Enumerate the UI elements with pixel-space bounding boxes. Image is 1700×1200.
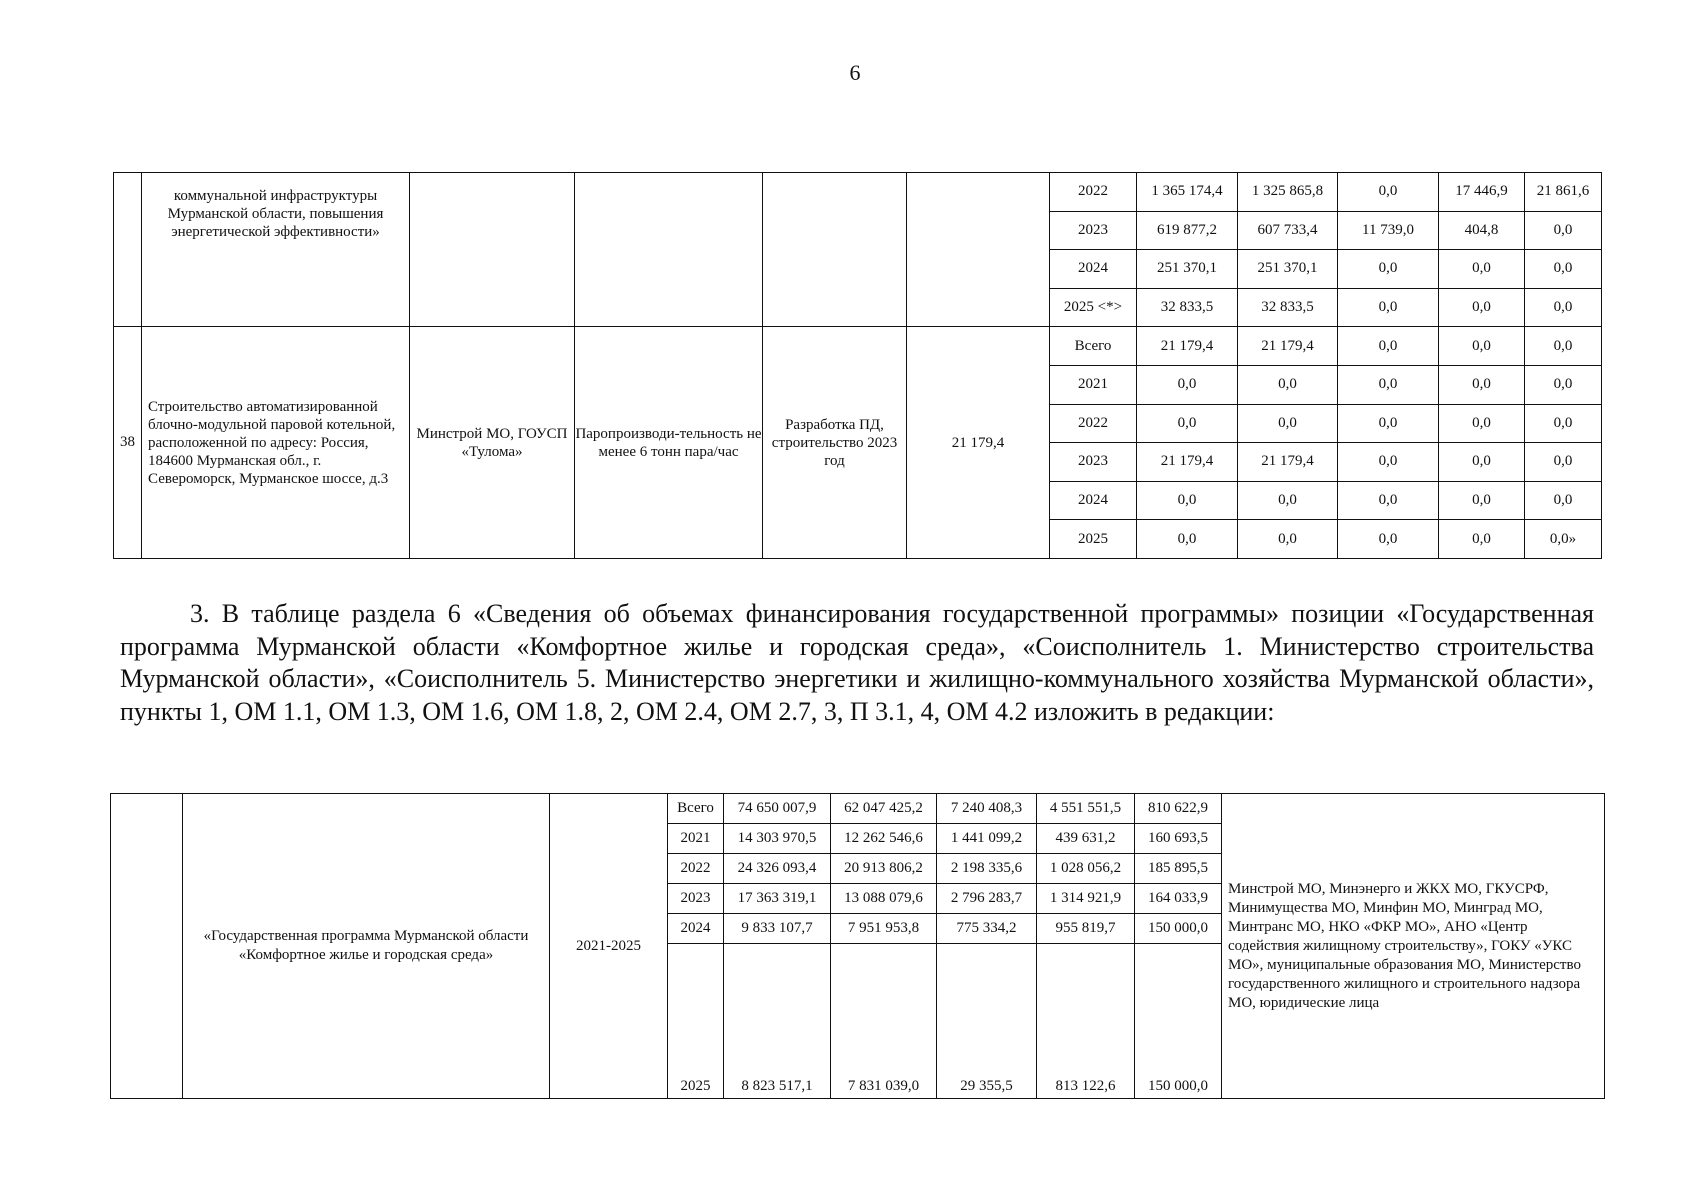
value-cell: 29 355,5	[937, 944, 1037, 1099]
paragraph-3	[120, 598, 1594, 728]
value-cell: 0,0	[1238, 365, 1338, 404]
cost-cell: 21 179,4	[907, 327, 1050, 559]
cell-empty	[111, 794, 183, 1099]
item-number-cell: 38	[114, 327, 142, 559]
value-cell: 0,0	[1525, 250, 1602, 289]
value-cell: 2 198 335,6	[937, 854, 1037, 884]
value-cell: 21 179,4	[1137, 443, 1238, 482]
year-cell: 2023	[668, 884, 724, 914]
value-cell: 1 028 056,2	[1037, 854, 1135, 884]
value-cell: 439 631,2	[1037, 824, 1135, 854]
value-cell: 0,0	[1525, 288, 1602, 327]
project-description-cell: коммунальной инфраструктуры Мурманской области, повышения энергетической эффективности»	[142, 173, 410, 327]
value-cell: 0,0	[1439, 404, 1525, 443]
value-cell: 0,0	[1439, 365, 1525, 404]
value-cell: 810 622,9	[1135, 794, 1222, 824]
cell-empty	[410, 173, 575, 327]
value-cell: 0,0	[1525, 404, 1602, 443]
value-cell: 813 122,6	[1037, 944, 1135, 1099]
value-cell: 0,0	[1439, 481, 1525, 520]
value-cell: 0,0	[1238, 404, 1338, 443]
value-cell: 17 446,9	[1439, 173, 1525, 212]
value-cell: 404,8	[1439, 211, 1525, 250]
value-cell: 955 819,7	[1037, 914, 1135, 944]
value-cell: 0,0	[1525, 443, 1602, 482]
value-cell: 0,0	[1137, 481, 1238, 520]
value-cell: 7 951 953,8	[831, 914, 937, 944]
value-cell: 9 833 107,7	[724, 914, 831, 944]
value-cell: 20 913 806,2	[831, 854, 937, 884]
value-cell: 775 334,2	[937, 914, 1037, 944]
table-row	[111, 794, 1605, 824]
value-cell: 32 833,5	[1137, 288, 1238, 327]
value-cell: 0,0	[1238, 520, 1338, 559]
value-cell: 0,0	[1525, 211, 1602, 250]
value-cell: 0,0	[1525, 481, 1602, 520]
value-cell: 7 240 408,3	[937, 794, 1037, 824]
paragraph-3-text: 3. В таблице раздела 6 «Сведения об объемах финансирования государственной программы» позиции «Государственная программа Мурманской области «Комфортное жилье и городская среда», «Соисполнитель 1. Министерство строительства Мурманской области», «Соисполнитель 5. Министерство энергетики и жилищно-коммунального хозяйства Мурманской области», пункты 1, ОМ 1.1, ОМ 1.3, ОМ 1.6, ОМ 1.8, 2, ОМ 2.4, ОМ 2.7, 3, П 3.1, 4, ОМ 4.2 изложить в редакции:	[120, 599, 1594, 726]
value-cell: 62 047 425,2	[831, 794, 937, 824]
program-name-cell: «Государственная программа Мурманской области «Комфортное жилье и городская среда»	[183, 794, 550, 1099]
value-cell: 150 000,0	[1135, 944, 1222, 1099]
cell-empty	[763, 173, 907, 327]
value-cell: 4 551 551,5	[1037, 794, 1135, 824]
year-cell: 2024	[1050, 481, 1137, 520]
value-cell: 0,0	[1338, 520, 1439, 559]
value-cell: 1 325 865,8	[1238, 173, 1338, 212]
value-cell: 0,0»	[1525, 520, 1602, 559]
year-cell: 2024	[1050, 250, 1137, 289]
value-cell: 0,0	[1137, 365, 1238, 404]
value-cell: 11 739,0	[1338, 211, 1439, 250]
value-cell: 0,0	[1525, 365, 1602, 404]
value-cell: 1 441 099,2	[937, 824, 1037, 854]
value-cell: 0,0	[1338, 250, 1439, 289]
value-cell: 164 033,9	[1135, 884, 1222, 914]
cell-empty	[907, 173, 1050, 327]
value-cell: 0,0	[1439, 520, 1525, 559]
page-number: 6	[849, 60, 861, 85]
value-cell: 21 179,4	[1238, 327, 1338, 366]
year-cell: 2022	[668, 854, 724, 884]
value-cell: 74 650 007,9	[724, 794, 831, 824]
value-cell: 150 000,0	[1135, 914, 1222, 944]
value-cell: 21 861,6	[1525, 173, 1602, 212]
year-cell: 2023	[1050, 443, 1137, 482]
value-cell: 2 796 283,7	[937, 884, 1037, 914]
year-cell: 2025	[1050, 520, 1137, 559]
value-cell: 0,0	[1525, 327, 1602, 366]
value-cell: 0,0	[1338, 365, 1439, 404]
cell-num-empty	[114, 173, 142, 327]
value-cell: 251 370,1	[1137, 250, 1238, 289]
value-cell: 0,0	[1439, 327, 1525, 366]
item-name-cell: Строительство автоматизированной блочно-модульной паровой котельной, расположенной по адресу: Россия, 184600 Мурманская обл., г. Североморск, Мурманское шоссе, д.3	[142, 327, 410, 559]
value-cell: 1 365 174,4	[1137, 173, 1238, 212]
year-cell: 2021	[668, 824, 724, 854]
year-cell: 2023	[1050, 211, 1137, 250]
value-cell: 251 370,1	[1238, 250, 1338, 289]
value-cell: 17 363 319,1	[724, 884, 831, 914]
value-cell: 0,0	[1439, 250, 1525, 289]
value-cell: 21 179,4	[1238, 443, 1338, 482]
value-cell: 0,0	[1439, 443, 1525, 482]
value-cell: 0,0	[1338, 288, 1439, 327]
value-cell: 0,0	[1439, 288, 1525, 327]
value-cell: 21 179,4	[1137, 327, 1238, 366]
stage-cell: Разработка ПД, строительство 2023 год	[763, 327, 907, 559]
financing-table	[110, 793, 1605, 1099]
value-cell: 0,0	[1338, 443, 1439, 482]
value-cell: 7 831 039,0	[831, 944, 937, 1099]
table-row	[114, 327, 1602, 366]
value-cell: 0,0	[1137, 404, 1238, 443]
value-cell: 0,0	[1338, 481, 1439, 520]
year-cell: 2025 <*>	[1050, 288, 1137, 327]
value-cell: 1 314 921,9	[1037, 884, 1135, 914]
year-cell: 2024	[668, 914, 724, 944]
value-cell: 32 833,5	[1238, 288, 1338, 327]
value-cell: 0,0	[1338, 327, 1439, 366]
table-row	[114, 173, 1602, 212]
capacity-cell: Паропроизводи-тельность не менее 6 тонн пара/час	[575, 327, 763, 559]
value-cell: 185 895,5	[1135, 854, 1222, 884]
project-table	[113, 172, 1602, 559]
year-cell: 2021	[1050, 365, 1137, 404]
value-cell: 607 733,4	[1238, 211, 1338, 250]
value-cell: 0,0	[1338, 173, 1439, 212]
executor-cell: Минстрой МО, ГОУСП «Тулома»	[410, 327, 575, 559]
year-cell: Всего	[1050, 327, 1137, 366]
value-cell: 12 262 546,6	[831, 824, 937, 854]
cell-empty	[575, 173, 763, 327]
value-cell: 0,0	[1137, 520, 1238, 559]
value-cell: 619 877,2	[1137, 211, 1238, 250]
year-cell: Всего	[668, 794, 724, 824]
value-cell: 24 326 093,4	[724, 854, 831, 884]
year-cell: 2022	[1050, 173, 1137, 212]
value-cell: 8 823 517,1	[724, 944, 831, 1099]
value-cell: 160 693,5	[1135, 824, 1222, 854]
period-cell: 2021-2025	[550, 794, 668, 1099]
year-cell: 2022	[1050, 404, 1137, 443]
executors-cell: Минстрой МО, Минэнерго и ЖКХ МО, ГКУСРФ, Минимущества МО, Минфин МО, Минград МО, Минтранс МО, НКО «ФКР МО», АНО «Центр содействия жилищному строительству», ГОКУ «УКС МО», муниципальные образования МО, Министерство государственного жилищного и строительного надзора МО, юридические лица	[1222, 794, 1605, 1099]
year-cell: 2025	[668, 944, 724, 1099]
value-cell: 0,0	[1338, 404, 1439, 443]
value-cell: 13 088 079,6	[831, 884, 937, 914]
value-cell: 0,0	[1238, 481, 1338, 520]
value-cell: 14 303 970,5	[724, 824, 831, 854]
